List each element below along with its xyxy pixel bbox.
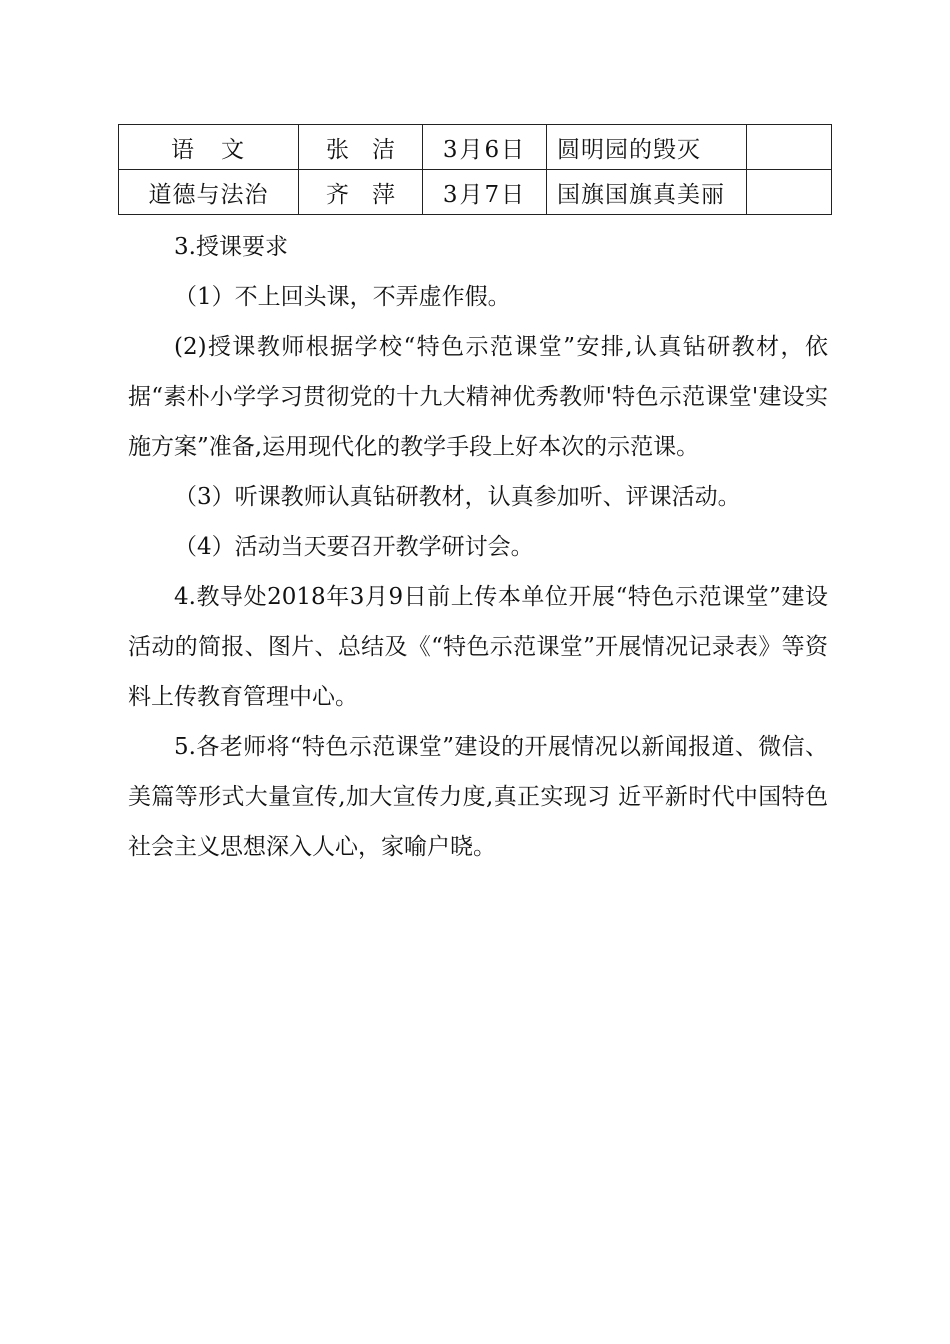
paragraph-teaching-requirements-heading: 3.授课要求	[174, 234, 288, 260]
note-cell	[747, 170, 832, 215]
paragraph-item-5: 5.各老师将“特色示范课堂”建设的开展情况以新闻报道、微信、美篇等形式大量宣传,加大宣传力度,真正实现习 近平新时代中国特色社会主义思想深入人心，家喻户晓。	[128, 734, 828, 860]
teacher-cell: 张 洁	[299, 125, 423, 170]
paragraph-requirement-3: （3）听课教师认真钻研教材，认真参加听、评课活动。	[174, 484, 741, 510]
table-row	[119, 170, 832, 215]
paragraph-item-4: 4.教导处2018年3月9日前上传本单位开展“特色示范课堂”建设活动的简报、图片、总结及《“特色示范课堂”开展情况记录表》等资料上传教育管理中心。	[128, 584, 828, 710]
schedule-table	[118, 124, 832, 215]
paragraph-requirement-2: (2)授课教师根据学校“特色示范课堂”安排,认真钻研教材，依据“素朴小学学习贯彻党的十九大精神优秀教师'特色示范课堂'建设实施方案”准备,运用现代化的教学手段上好本次的示范课。	[128, 334, 828, 460]
teacher-cell: 齐 萍	[299, 170, 423, 215]
paragraph-requirement-4: （4）活动当天要召开教学研讨会。	[174, 534, 534, 560]
date-cell: 3月7日	[423, 170, 547, 215]
date-cell: 3月6日	[423, 125, 547, 170]
subject-cell: 道德与法治	[119, 170, 299, 215]
topic-cell: 圆明园的毁灭	[547, 125, 747, 170]
paragraph-requirement-1: （1）不上回头课，不弄虚作假。	[174, 284, 511, 310]
table-row	[119, 125, 832, 170]
subject-cell: 语 文	[119, 125, 299, 170]
document-body	[128, 222, 828, 872]
note-cell	[747, 125, 832, 170]
topic-cell: 国旗国旗真美丽	[547, 170, 747, 215]
